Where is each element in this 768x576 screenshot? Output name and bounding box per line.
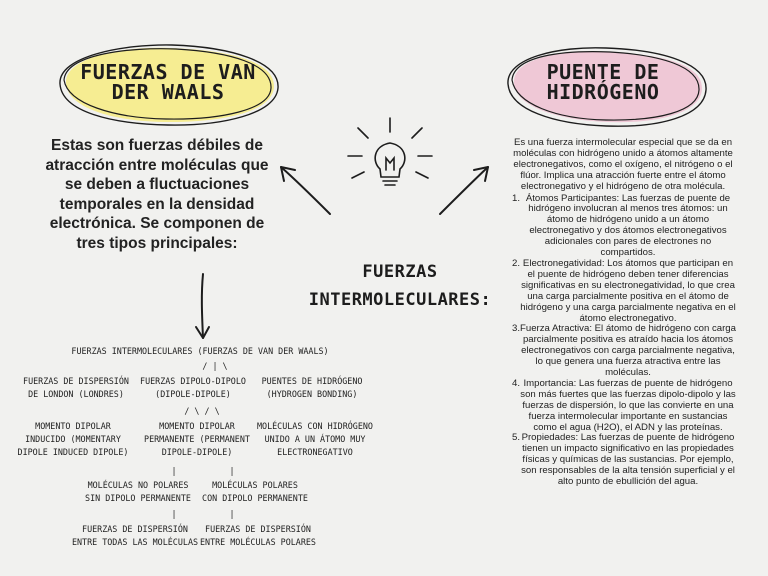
tree-node-dispersion-polares-line1: FUERZAS DE DISPERSIÓN (205, 524, 311, 534)
central-title (300, 258, 500, 314)
ph-list (510, 194, 736, 488)
ph-list-item (510, 433, 736, 488)
ph-item-number: 2. (512, 257, 521, 269)
tree-node-puentes (250, 376, 374, 399)
tree-connector-left-2: | (171, 509, 177, 519)
ph-item-number: 5. (512, 432, 521, 444)
tree-node-moleculas-hidrogeno-line3: ELECTRONEGATIVO (277, 447, 353, 457)
central-title-line1: FUERZAS (362, 262, 438, 282)
ph-item-number: 4. (512, 377, 521, 389)
ph-item-text: Átomos Participantes: Las fuerzas de puente de hidrógeno involucran al menos tres átomos: un átomo de hidrógeno unido a un átomo electronegativo y dos átomos electronegativos adicionales con pares de electrones no compartidos. (525, 192, 731, 259)
tree-node-no-polares (70, 480, 206, 503)
tree-connector-right-2: | (229, 509, 235, 519)
central-title-line2: INTERMOLECULARES: (308, 290, 492, 310)
tree-node-no-polares-line1: MOLÉCULAS NO POLARES (87, 480, 189, 490)
ph-title-line1: PUENTE DE (546, 60, 660, 84)
tree-node-polares (190, 480, 320, 503)
ph-item-number: 1. (512, 192, 521, 204)
tree-connector-left-1: | (171, 466, 177, 476)
tree-node-dispersion (14, 376, 138, 399)
tree-node-polares-line1: MOLÉCULAS POLARES (212, 480, 298, 490)
tree-node-puentes-line2: (HYDROGEN BONDING) (266, 389, 358, 399)
tree-node-moleculas-hidrogeno-line1: MOLÉCULAS CON HIDRÓGENO (257, 421, 373, 431)
tree-node-moleculas-hidrogeno (252, 421, 378, 457)
vdw-intro: Estas son fuerzas débiles de atracción entre moléculas que se deben a fluctuaciones temporales en la densidad electrónica. Se componen de tres tipos principales: (45, 137, 269, 252)
ph-list-item (510, 324, 736, 379)
tree-node-dispersion-todas-line2: ENTRE TODAS LAS MOLÉCULAS (71, 537, 199, 547)
tree-node-momento-permanente-line2: PERMANENTE (PERMANENT (144, 434, 250, 444)
vdw-title-line2: DER WAALS (111, 80, 225, 104)
tree-node-dispersion-polares (190, 524, 326, 547)
ph-title (528, 62, 678, 102)
tree-node-dispersion-todas-line1: FUERZAS DE DISPERSIÓN (82, 524, 188, 534)
tree-node-momento-inducido-line1: MOMENTO DIPOLAR (35, 421, 111, 431)
arrow-left-icon (281, 167, 330, 214)
ph-list-item (510, 379, 736, 434)
tree-node-momento-permanente-line3: DIPOLE-DIPOLE) (161, 447, 233, 457)
tree-node-dispersion-todas (60, 524, 210, 547)
vdw-title-line1: FUERZAS DE VAN (80, 60, 256, 84)
tree-node-polares-line2: CON DIPOLO PERMANENTE (202, 493, 308, 503)
tree-node-dispersion-polares-line2: ENTRE MOLÉCULAS POLARES (200, 537, 316, 547)
ph-item-text: Propiedades: Las fuerzas de puente de hidrógeno tienen un impacto significativo en las propiedades físicas y químicas de las sustancias. Por ejemplo, son responsables de la alta tensión superficial y el alto punto de ebullición del agua. (521, 432, 735, 488)
tree-node-momento-inducido (10, 421, 136, 457)
tree-node-momento-inducido-line3: DIPOLE INDUCED DIPOLE) (17, 447, 129, 457)
tree-node-dispersion-line2: DE LONDON (LONDRES) (28, 389, 124, 399)
ph-intro: Es una fuerza intermolecular especial que se da en moléculas con hidrógeno unido a átomos altamente electronegativos, como el oxígeno, el nitrógeno o el flúor. Implica una atracción fuerte entre el átomo electronegativo y el hidrógeno de otra molécula. (513, 137, 733, 192)
tree-branch-row1: / | \ (202, 361, 228, 371)
ph-item-text: Electronegatividad: Los átomos que participan en el puente de hidrógeno deben tener diferencias significativas en su electronegatividad, lo que crea una carga parcialmente positiva en el átomo de hidrógeno y una carga parcialmente negativa en el átomo electronegativo. (520, 257, 736, 324)
vdw-title (78, 62, 258, 102)
tree-branch-row2: / \ / \ (184, 406, 220, 416)
ph-list-item (510, 194, 736, 259)
tree-node-dispersion-line1: FUERZAS DE DISPERSIÓN (23, 376, 129, 386)
tree-node-moleculas-hidrogeno-line2: UNIDO A UN ÁTOMO MUY (264, 434, 366, 444)
ph-item-number: 3. (512, 323, 521, 335)
tree-node-momento-permanente (134, 421, 260, 457)
ph-list-item (510, 259, 736, 324)
ph-item-text: Importancia: Las fuerzas de puente de hidrógeno son más fuertes que las fuerzas dipolo-dipolo y las fuerzas de dispersión, lo que las convierte en una fuerza intermolecular importante en sustancias como el agua (H2O), el ADN y las proteínas. (520, 377, 736, 433)
ph-title-line2: HIDRÓGENO (546, 80, 660, 104)
tree-node-dipolo-line1: FUERZAS DIPOLO-DIPOLO (140, 376, 246, 386)
tree-node-puentes-line1: PUENTES DE HIDRÓGENO (261, 376, 363, 386)
tree-root: FUERZAS INTERMOLECULARES (FUERZAS DE VAN DER WAALS) (71, 346, 329, 356)
tree-connector-right-1: | (229, 466, 235, 476)
arrow-right-icon (440, 167, 488, 214)
tree-node-no-polares-line2: SIN DIPOLO PERMANENTE (85, 493, 191, 503)
tree-node-momento-inducido-line2: INDUCIDO (MOMENTARY (25, 434, 121, 444)
arrow-down-icon (196, 274, 209, 338)
tree-node-momento-permanente-line1: MOMENTO DIPOLAR (159, 421, 235, 431)
ph-body (510, 138, 736, 488)
lightbulb-icon (348, 118, 432, 185)
tree-node-dipolo-line2: (DIPOLE-DIPOLE) (155, 389, 231, 399)
tree-node-dipolo (134, 376, 252, 399)
ph-item-text: Fuerza Atractiva: El átomo de hidrógeno con carga parcialmente positiva es atraído hacia los átomos electronegativos con carga parcialmente negativa, lo que genera una fuerza atractiva entre las moléculas. (520, 323, 736, 379)
